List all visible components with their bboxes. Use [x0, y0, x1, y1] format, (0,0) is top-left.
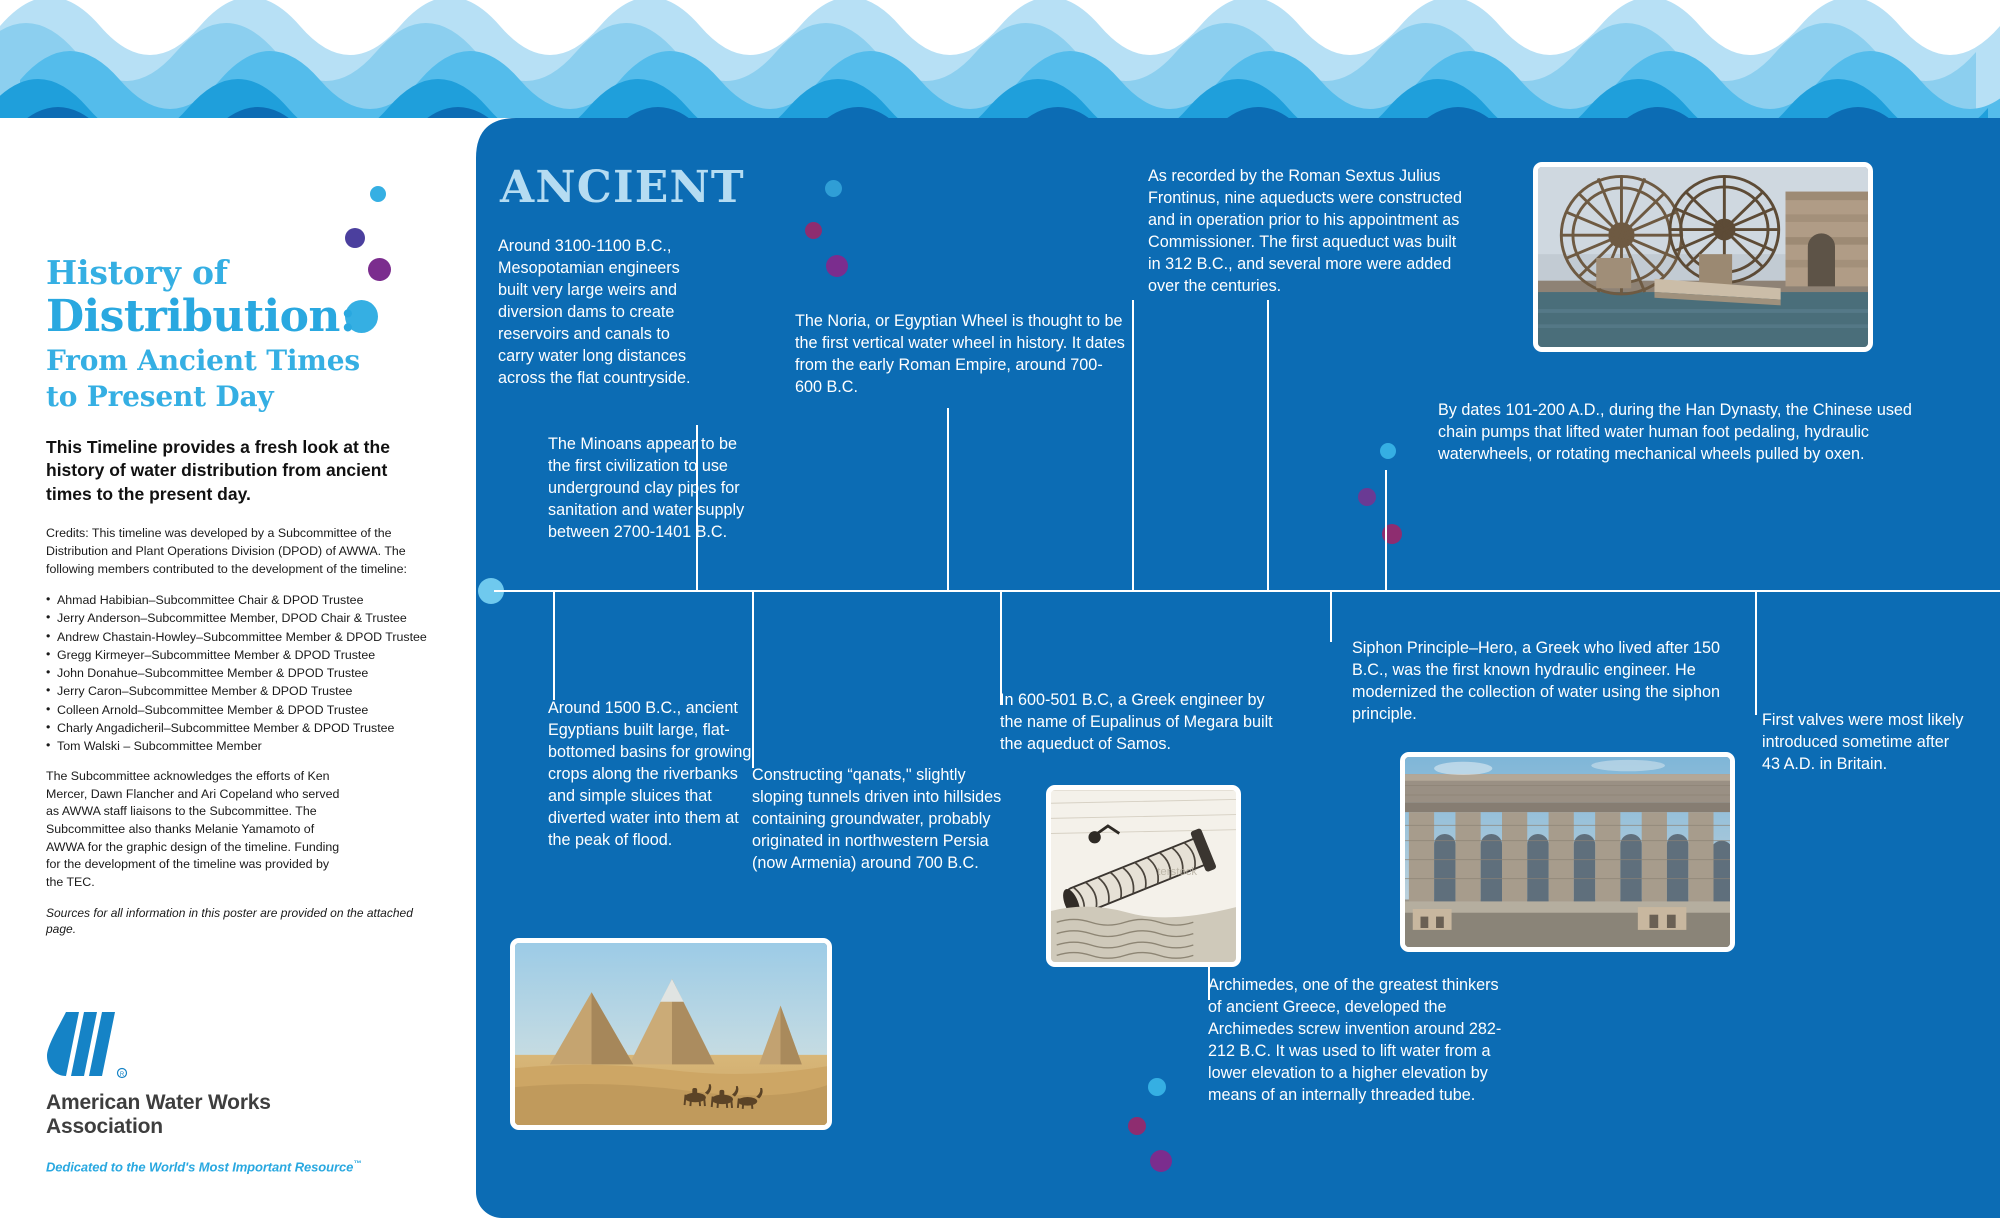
event-text-han-dynasty: By dates 101-200 A.D., during the Han Dynasty, the Chinese used chain pumps that lifted water human foot pedaling, hydraulic waterwheels, or rotating mechanical wheels pulled by oxen. — [1438, 401, 1912, 463]
awwa-water-drop-icon — [46, 1010, 138, 1080]
trademark-mark: ™ — [353, 1158, 362, 1168]
event-text-eupalinus: In 600-501 B.C, a Greek engineer by the name of Eupalinus of Megara built the aqueduct of Samos. — [1000, 691, 1273, 753]
connector-frontinus-2 — [1267, 300, 1269, 590]
page-title-line3a: From Ancient Times — [46, 344, 360, 378]
awwa-logo-block — [46, 1010, 446, 1174]
page-title-line1: History of — [46, 253, 228, 292]
photo-pyramids-art — [515, 943, 827, 1125]
photo-noria-art — [1538, 167, 1868, 347]
svg-text:terstock: terstock — [1157, 866, 1198, 879]
event-text-egyptian-basins: Around 1500 B.C., ancient Egyptians built large, flat-bottomed basins for growing crops along the riverbanks and simple sluices that diverted water into them at the peak of flood. — [548, 699, 752, 849]
decorative-dot-magenta-5 — [1128, 1117, 1146, 1135]
decorative-dot-magenta-3 — [826, 255, 848, 277]
list-item: • John Donahue–Subcommittee Member & DPOD Trustee — [46, 664, 446, 682]
logo-tagline-text: Dedicated to the World's Most Important Resource — [46, 1159, 354, 1175]
event-text-mesopotamia: Around 3100-1100 B.C., Mesopotamian engineers built very large weirs and diversion dams to create reservoirs and canals to carry water long distances across the flat countryside. — [498, 237, 691, 387]
era-heading-ancient: ANCIENT — [500, 162, 745, 213]
event-text-frontinus: As recorded by the Roman Sextus Julius Frontinus, nine aqueducts were constructed and in operation prior to his appointment as Commissioner. The first aqueduct was built in 312 B.C., and several more were added over the centuries. — [1148, 167, 1463, 295]
list-item: • Charly Angadicheril–Subcommittee Member & DPOD Trustee — [46, 719, 446, 737]
list-item: • Andrew Chastain-Howley–Subcommittee Member & DPOD Trustee — [46, 628, 446, 646]
connector-han — [1385, 470, 1387, 590]
list-item: • Gregg Kirmeyer–Subcommittee Member & DPOD Trustee — [46, 646, 446, 664]
photo-roman-aqueduct-segovia — [1400, 752, 1735, 952]
event-text-first-valves: First valves were most likely introduced sometime after 43 A.D. in Britain. — [1762, 711, 1964, 773]
intro-paragraph: This Timeline provides a fresh look at the history of water distribution from ancient times to the present day. — [46, 437, 390, 504]
list-item: • Jerry Anderson–Subcommittee Member, DPOD Chair & Trustee — [46, 609, 446, 627]
timeline-spine-upper — [494, 590, 2000, 592]
list-item: • Jerry Caron–Subcommittee Member & DPOD Trustee — [46, 682, 446, 700]
photo-archimedes-art — [1051, 790, 1236, 962]
panel-corner-notch — [476, 118, 556, 158]
page-title-line2: Distribution: — [46, 290, 356, 342]
photo-pyramids-camels — [510, 938, 832, 1130]
credits-paragraph: Credits: This timeline was developed by a Subcommittee of the Distribution and Plant Operations Division (DPOD) of AWWA. The following members contributed to the development of the timeline: — [46, 526, 407, 576]
list-item: • Ahmad Habibian–Subcommittee Chair & DPOD Trustee — [46, 591, 446, 609]
page-title-line3b: to Present Day — [46, 379, 274, 413]
organization-name-line1: American Water Works — [46, 1091, 271, 1114]
decorative-dot-magenta-2 — [805, 222, 822, 239]
decorative-dot-cyan-5 — [1380, 443, 1396, 459]
photo-noria-waterwheel — [1533, 162, 1873, 352]
decorative-dot-purple-1 — [345, 228, 365, 248]
organization-name-line2: Association — [46, 1115, 163, 1139]
decorative-dot-cyan-4 — [825, 180, 842, 197]
list-item: • Colleen Arnold–Subcommittee Member & DPOD Trustee — [46, 701, 446, 719]
member-list — [46, 591, 446, 755]
connector-first-valves — [1755, 590, 1757, 715]
connector-egyptian-basins — [553, 590, 555, 700]
connector-noria — [947, 408, 949, 590]
connector-eupalinus — [1000, 590, 1002, 705]
photo-archimedes-screw-engraving — [1046, 785, 1241, 967]
decorative-dot-purple-2 — [1358, 488, 1376, 506]
decorative-dot-cyan-6 — [1148, 1078, 1166, 1096]
svg-text:R: R — [119, 1072, 125, 1078]
event-text-archimedes: Archimedes, one of the greatest thinkers of ancient Greece, developed the Archimedes screw invention around 282-212 B.C. It was used to lift water from a lower elevation to a higher elevation by means of an internally threaded tube. — [1208, 976, 1502, 1104]
event-text-qanats: Constructing “qanats," slightly sloping tunnels driven into hillsides containing groundwater, probably originated in northwestern Persia (now Armenia) around 700 B.C. — [752, 766, 1002, 872]
acknowledgement-paragraph: The Subcommittee acknowledges the efforts of Ken Mercer, Dawn Flancher and Ari Copeland who served as AWWA staff liaisons to the Subcommittee. The Subcommittee also thanks Melanie Yamamoto of AWWA for the graphic design of the timeline. Funding for the development of the timeline was provided by the TEC. — [46, 769, 340, 889]
connector-siphon — [1330, 590, 1332, 642]
photo-aqueduct-art — [1405, 757, 1730, 947]
decorative-dot-cyan-1 — [370, 186, 386, 202]
connector-frontinus — [1132, 300, 1134, 590]
event-text-minoans: The Minoans appear to be the first civilization to use underground clay pipes for sanitation and water supply between 2700-1401 B.C. — [548, 435, 745, 541]
event-text-noria: The Noria, or Egyptian Wheel is thought to be the first vertical water wheel in history. It dates from the early Roman Empire, around 700-600 B.C. — [795, 312, 1125, 396]
sources-note: Sources for all information in this poster are provided on the attached page. — [46, 905, 413, 937]
decorative-dot-magenta-6 — [1150, 1150, 1172, 1172]
list-item: • Tom Walski – Subcommittee Member — [46, 737, 446, 755]
awwa-logo-svg — [46, 1010, 138, 1080]
event-text-siphon-hero: Siphon Principle–Hero, a Greek who lived after 150 B.C., was the first known hydraulic engineer. He modernized the collection of water using the siphon principle. — [1352, 639, 1721, 723]
sidebar — [46, 255, 466, 938]
logo-tagline — [46, 1159, 446, 1174]
